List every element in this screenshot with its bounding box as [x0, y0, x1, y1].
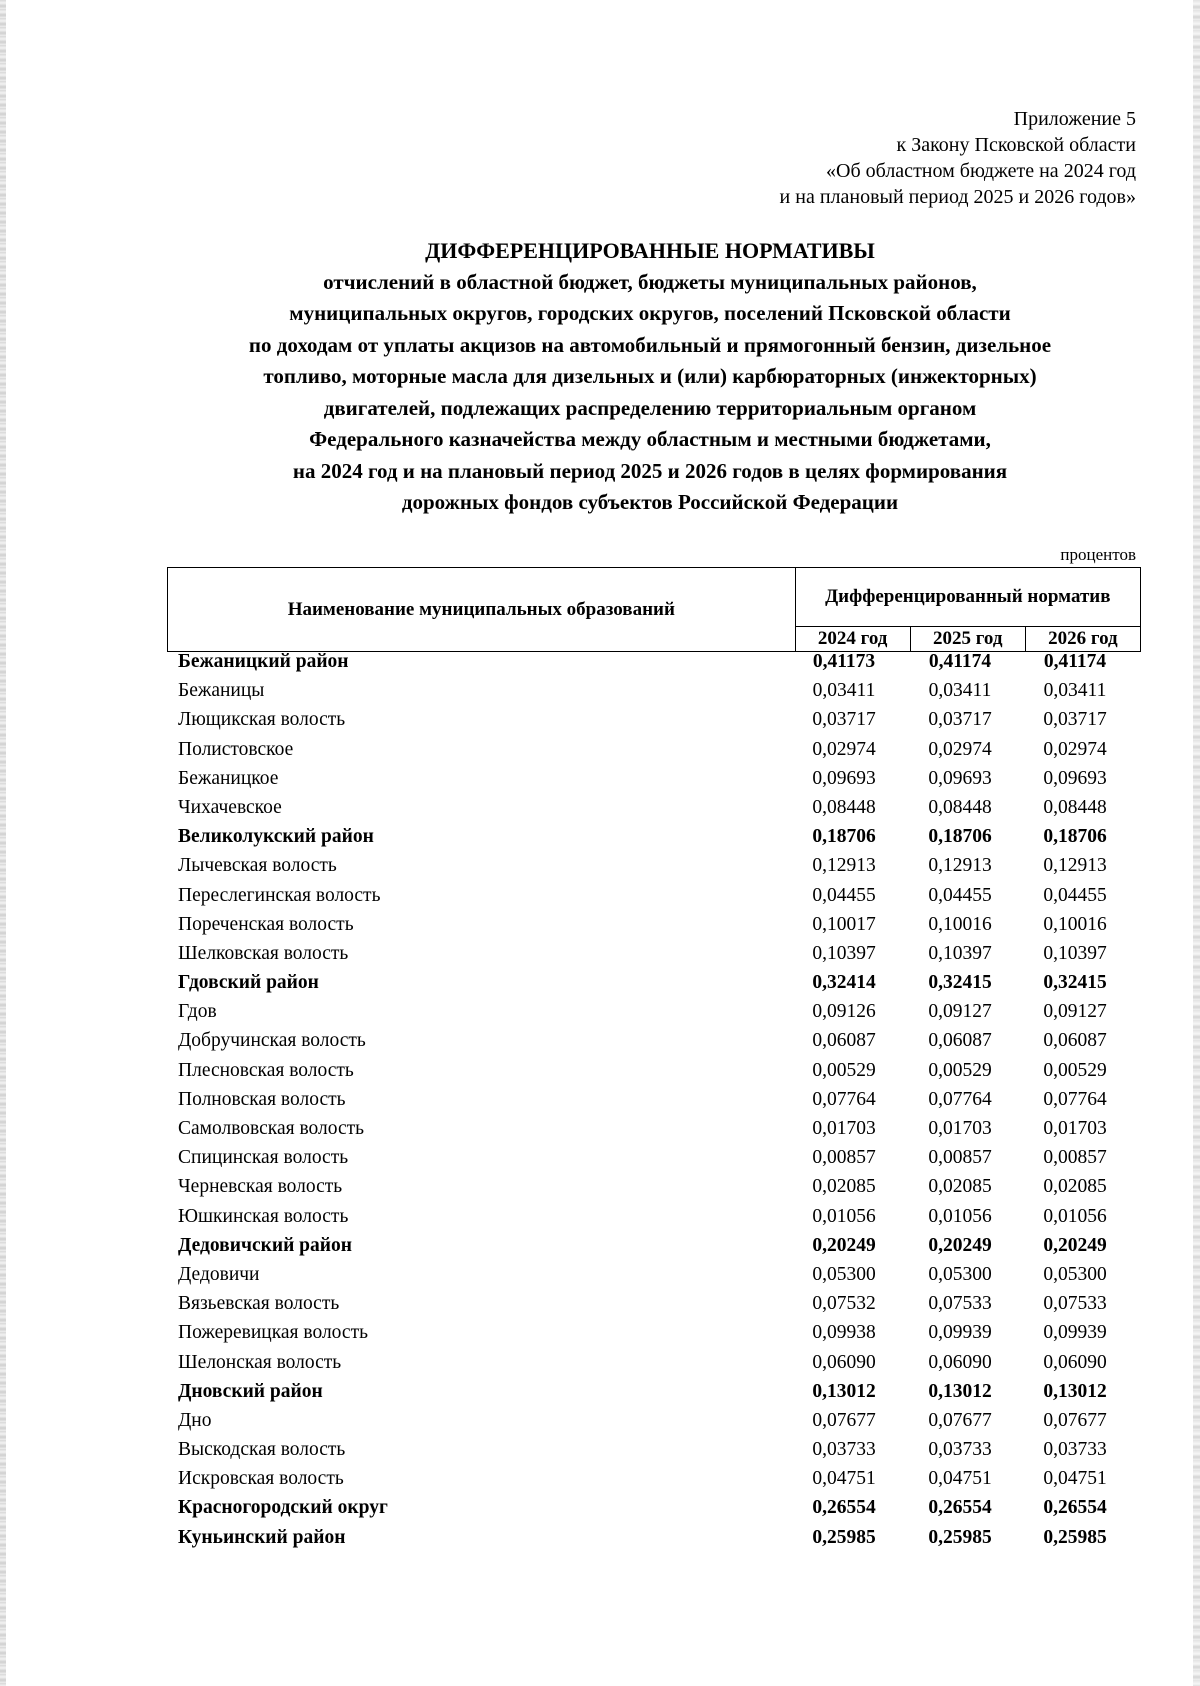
row-value-2025: 0,07764	[928, 1088, 992, 1110]
row-value-2025: 0,09127	[928, 1001, 992, 1023]
table-row	[178, 1464, 1138, 1493]
table-row	[178, 1260, 1138, 1289]
row-value-2026: 0,09127	[1043, 1001, 1107, 1023]
row-value-2026: 0,03411	[1043, 680, 1107, 702]
table-row	[178, 647, 1138, 676]
row-name: Бежаницкое	[178, 767, 279, 789]
table-row	[178, 1172, 1138, 1201]
row-name: Добручинская волость	[178, 1030, 366, 1052]
row-value-2025: 0,32415	[928, 972, 992, 994]
row-value-2024: 0,00529	[812, 1059, 876, 1081]
table-row	[178, 676, 1138, 705]
title-line: отчислений в областной бюджет, бюджеты муниципальных районов,	[323, 269, 977, 294]
row-name: Самолвовская волость	[178, 1118, 365, 1139]
table-row	[178, 1114, 1138, 1143]
row-value-2026: 0,09693	[1043, 767, 1107, 789]
row-value-2024: 0,00857	[812, 1147, 876, 1169]
row-value-2026: 0,03717	[1043, 709, 1107, 731]
table-row	[178, 851, 1138, 880]
row-value-2026: 0,13012	[1043, 1380, 1107, 1402]
row-name: Гдов	[178, 1001, 217, 1023]
table-row	[178, 1056, 1138, 1085]
row-name: Полновская волость	[178, 1088, 346, 1110]
table-header	[167, 567, 1141, 652]
row-value-2024: 0,07764	[812, 1088, 876, 1110]
row-value-2026: 0,10397	[1043, 942, 1107, 964]
header-year-2026: 2026 год	[1025, 627, 1140, 652]
title-line: Федерального казначейства между областным и местными бюджетами,	[309, 427, 991, 451]
table-row	[178, 793, 1138, 822]
table-row	[178, 764, 1138, 793]
row-value-2025: 0,13012	[928, 1380, 992, 1402]
row-value-2024: 0,01703	[812, 1118, 876, 1139]
row-value-2026: 0,07677	[1043, 1409, 1107, 1431]
title-line: муниципальных округов, городских округов, поселений Псковской области	[289, 301, 1011, 325]
row-value-2024: 0,10397	[812, 942, 876, 964]
row-name: Шелковская волость	[178, 942, 349, 964]
table-row	[178, 1289, 1138, 1318]
row-value-2024: 0,06087	[812, 1030, 876, 1052]
row-value-2025: 0,08448	[928, 796, 992, 818]
row-value-2025: 0,03717	[928, 709, 992, 731]
row-value-2025: 0,18706	[928, 826, 992, 848]
main-title: ДИФФЕРЕНЦИРОВАННЫЕ НОРМАТИВЫ	[425, 238, 875, 263]
appendix-line: к Закону Псковской области	[896, 134, 1136, 156]
row-name: Дно	[178, 1409, 212, 1431]
row-value-2026: 0,05300	[1043, 1263, 1107, 1285]
row-value-2026: 0,00529	[1043, 1059, 1107, 1081]
appendix-line: Приложение 5	[1013, 108, 1136, 130]
row-value-2026: 0,08448	[1043, 796, 1107, 818]
row-value-2026: 0,01056	[1043, 1205, 1107, 1227]
row-value-2026: 0,04455	[1043, 884, 1107, 906]
header-name-cell: Наименование муниципальных образований	[168, 568, 796, 652]
row-value-2024: 0,09126	[812, 1001, 876, 1023]
table-row	[178, 1493, 1138, 1522]
row-value-2025: 0,05300	[928, 1263, 992, 1285]
title-line: двигателей, подлежащих распределению территориальным органом	[323, 395, 977, 420]
row-value-2024: 0,18706	[812, 826, 876, 848]
scan-edge-right	[1193, 0, 1200, 1686]
row-value-2024: 0,03411	[812, 680, 876, 702]
row-name: Бежаницы	[178, 680, 265, 702]
row-value-2024: 0,03717	[812, 709, 876, 731]
row-value-2024: 0,25985	[812, 1526, 876, 1548]
row-name: Лющикская волость	[178, 709, 346, 731]
row-value-2026: 0,00857	[1043, 1147, 1107, 1169]
row-value-2026: 0,12913	[1043, 855, 1107, 877]
table-row	[178, 822, 1138, 851]
row-name: Красногородский округ	[178, 1497, 388, 1519]
header-group-cell: Дифференцированный норматив	[795, 568, 1140, 627]
title-line: на 2024 год и на плановый период 2025 и 2026 годов в целях формирования	[292, 458, 1008, 483]
appendix-line: и на плановый период 2025 и 2026 годов»	[779, 186, 1136, 208]
table-row	[178, 1523, 1138, 1552]
table-row	[178, 1026, 1138, 1055]
title-line: топливо, моторные масла для дизельных и (или) карбюраторных (инжекторных)	[263, 364, 1037, 388]
table-row	[178, 939, 1138, 968]
row-value-2026: 0,06090	[1043, 1351, 1107, 1373]
table-row	[178, 705, 1138, 734]
row-value-2025: 0,00529	[928, 1059, 992, 1081]
row-value-2025: 0,10016	[928, 913, 992, 935]
row-name: Полистовское	[178, 738, 294, 760]
row-value-2025: 0,07677	[928, 1409, 992, 1431]
table-row	[178, 1318, 1138, 1347]
table-row	[178, 1231, 1138, 1260]
row-value-2026: 0,10016	[1043, 913, 1107, 935]
row-value-2024: 0,09693	[812, 767, 876, 789]
row-name: Чихачевское	[178, 796, 282, 818]
row-value-2026: 0,01703	[1043, 1118, 1107, 1139]
table-row	[178, 1143, 1138, 1172]
row-value-2024: 0,04455	[812, 884, 876, 906]
table-row	[178, 968, 1138, 997]
row-value-2024: 0,09938	[812, 1322, 876, 1344]
row-value-2026: 0,25985	[1043, 1526, 1107, 1548]
table-row	[178, 1085, 1138, 1114]
document-title	[150, 235, 1150, 519]
row-value-2024: 0,20249	[812, 1234, 876, 1256]
row-value-2026: 0,04751	[1043, 1468, 1107, 1490]
row-value-2026: 0,06087	[1043, 1030, 1107, 1052]
row-value-2025: 0,01703	[928, 1118, 992, 1139]
row-name: Гдовский район	[178, 972, 319, 994]
units-label: процентов	[1060, 545, 1136, 564]
row-name: Юшкинская волость	[178, 1205, 349, 1227]
row-value-2025: 0,06087	[928, 1030, 992, 1052]
appendix-header	[780, 106, 1136, 210]
row-value-2025: 0,09693	[928, 767, 992, 789]
row-name: Лычевская волость	[178, 855, 337, 877]
row-value-2026: 0,41174	[1043, 651, 1107, 672]
appendix-line: «Об областном бюджете на 2024 год	[826, 160, 1136, 182]
row-name: Шелонская волость	[178, 1351, 342, 1373]
table-row	[178, 1202, 1138, 1231]
table-row	[178, 1377, 1138, 1406]
row-name: Пожеревицкая волость	[178, 1322, 368, 1344]
row-value-2025: 0,25985	[928, 1526, 992, 1548]
row-value-2024: 0,13012	[812, 1380, 876, 1402]
row-name: Переслегинская волость	[178, 884, 381, 906]
row-value-2024: 0,12913	[812, 855, 876, 877]
row-value-2026: 0,20249	[1043, 1234, 1107, 1256]
row-name: Искровская волость	[178, 1468, 344, 1490]
row-name: Черневская волость	[178, 1176, 343, 1198]
row-value-2025: 0,09939	[928, 1322, 992, 1344]
table-row	[178, 1406, 1138, 1435]
row-value-2024: 0,04751	[812, 1468, 876, 1490]
row-name: Бежаницкий район	[178, 651, 349, 672]
table-row	[178, 910, 1138, 939]
row-value-2026: 0,07533	[1043, 1293, 1107, 1315]
row-value-2024: 0,06090	[812, 1351, 876, 1373]
row-name: Дновский район	[178, 1380, 323, 1402]
row-value-2025: 0,01056	[928, 1205, 992, 1227]
table-row	[178, 997, 1138, 1026]
table-row	[178, 881, 1138, 910]
row-value-2025: 0,26554	[928, 1497, 992, 1519]
header-year-2025: 2025 год	[910, 627, 1025, 652]
row-value-2026: 0,32415	[1043, 972, 1107, 994]
row-value-2026: 0,26554	[1043, 1497, 1107, 1519]
table-row	[178, 1348, 1138, 1377]
title-line: дорожных фондов субъектов Российской Федерации	[401, 490, 899, 514]
table-row	[178, 1435, 1138, 1464]
row-value-2024: 0,03733	[812, 1439, 876, 1461]
row-value-2025: 0,02974	[928, 738, 992, 760]
row-value-2025: 0,20249	[928, 1234, 992, 1256]
row-value-2025: 0,02085	[928, 1176, 992, 1198]
scan-edge-left	[0, 0, 6, 1686]
row-value-2026: 0,09939	[1043, 1322, 1107, 1344]
row-value-2024: 0,05300	[812, 1263, 876, 1285]
row-name: Пореченская волость	[178, 913, 354, 935]
row-name: Вязьевская волость	[178, 1293, 340, 1315]
row-value-2025: 0,04751	[928, 1468, 992, 1490]
row-name: Выскодская волость	[178, 1439, 346, 1461]
row-name: Спицинская волость	[178, 1147, 349, 1169]
table-row	[178, 735, 1138, 764]
row-value-2026: 0,02085	[1043, 1176, 1107, 1198]
row-value-2024: 0,32414	[812, 972, 876, 994]
row-value-2024: 0,26554	[812, 1497, 876, 1519]
row-name: Куньинский район	[178, 1526, 346, 1548]
row-value-2026: 0,07764	[1043, 1088, 1107, 1110]
row-value-2025: 0,10397	[928, 942, 992, 964]
row-value-2024: 0,07677	[812, 1409, 876, 1431]
row-value-2024: 0,41173	[812, 651, 876, 672]
table-body	[178, 647, 1138, 1552]
row-value-2025: 0,04455	[928, 884, 992, 906]
row-value-2026: 0,03733	[1043, 1439, 1107, 1461]
row-value-2024: 0,02974	[812, 738, 876, 760]
row-value-2025: 0,12913	[928, 855, 992, 877]
header-year-2024: 2024 год	[795, 627, 910, 652]
row-value-2025: 0,03411	[928, 680, 992, 702]
row-value-2024: 0,02085	[812, 1176, 876, 1198]
row-value-2024: 0,08448	[812, 796, 876, 818]
row-value-2024: 0,10017	[812, 913, 876, 935]
row-value-2025: 0,06090	[928, 1351, 992, 1373]
row-value-2024: 0,07532	[812, 1293, 876, 1315]
row-value-2025: 0,41174	[928, 651, 992, 672]
row-value-2024: 0,01056	[812, 1205, 876, 1227]
title-line: по доходам от уплаты акцизов на автомобильный и прямогонный бензин, дизельное	[248, 332, 1052, 357]
row-name: Дедовичи	[178, 1263, 260, 1285]
row-name: Великолукский район	[178, 826, 374, 848]
row-value-2026: 0,02974	[1043, 738, 1107, 760]
row-value-2025: 0,03733	[928, 1439, 992, 1461]
row-value-2025: 0,00857	[928, 1147, 992, 1169]
row-value-2025: 0,07533	[928, 1293, 992, 1315]
row-name: Плесновская волость	[178, 1059, 354, 1081]
row-name: Дедовичский район	[178, 1234, 352, 1256]
row-value-2026: 0,18706	[1043, 826, 1107, 848]
